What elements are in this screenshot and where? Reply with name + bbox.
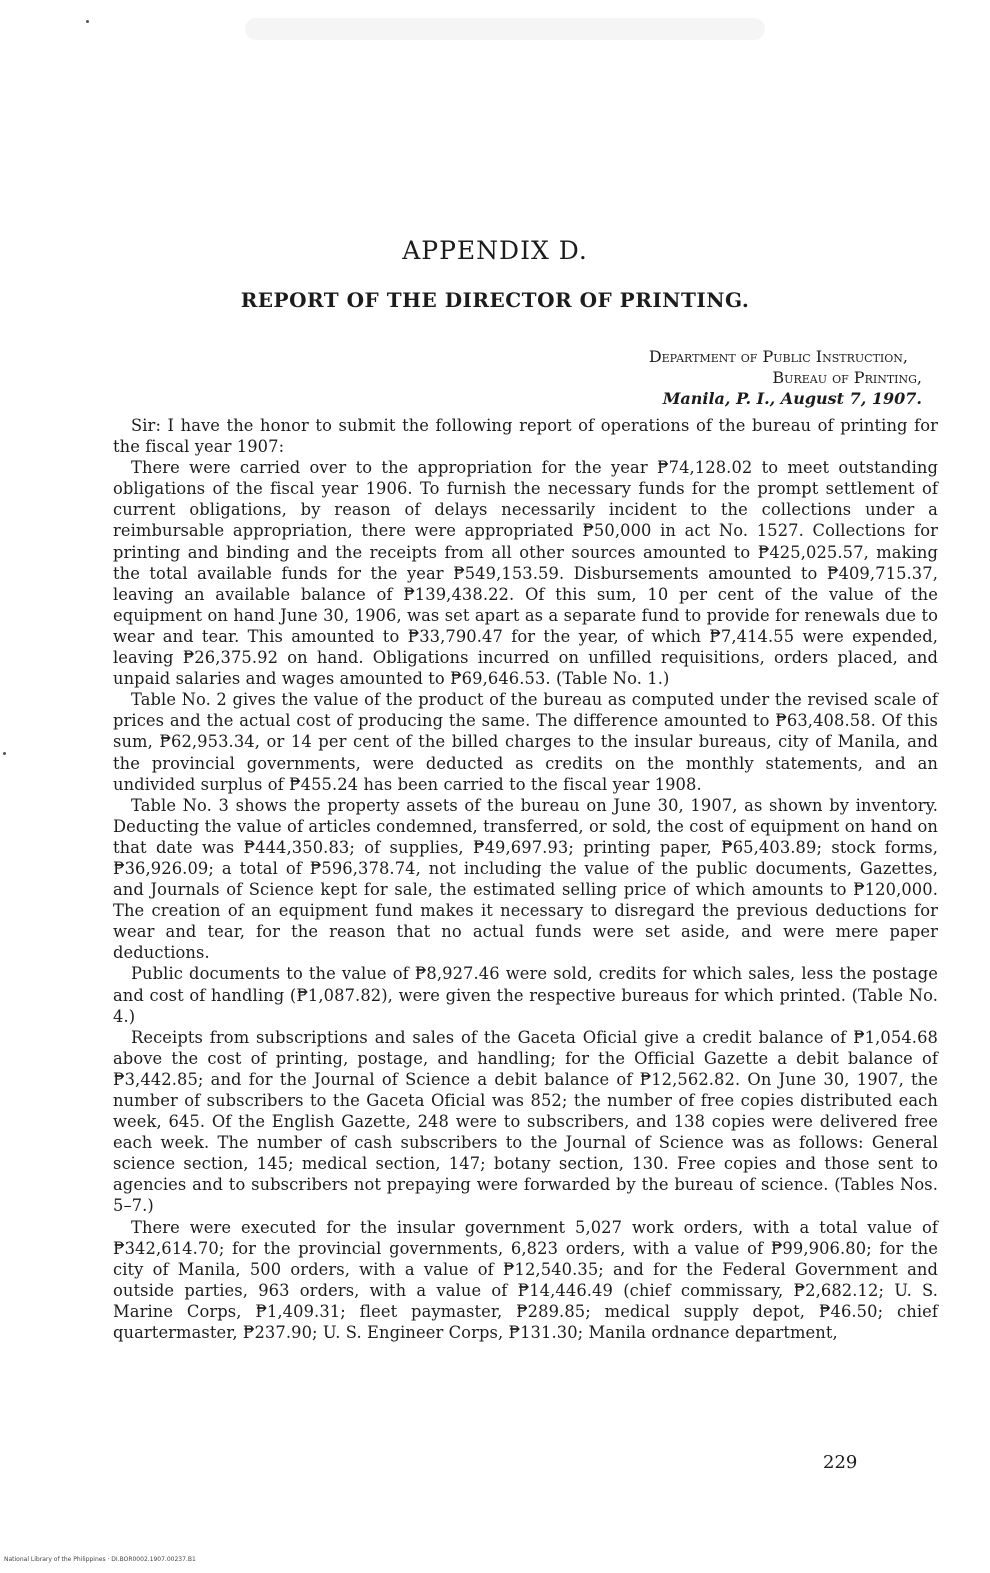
report-title: REPORT OF THE DIRECTOR OF PRINTING. [240,288,750,312]
report-body [113,415,938,1343]
letterhead-department: Department of Public Instruction, [648,347,908,366]
paragraph-product-value: Table No. 2 gives the value of the product of the bureau as computed under the revised scale of prices and the actual cost of producing the same. The difference amounted to ₱63,408.58. Of this sum, ₱62,953.34, or 14 per cent of the billed charges to the insular bureaus, city of Manila, and the provincial governments, were deducted as credits on the monthly statements, and an undivided surplus of ₱455.24 has been carried to the fiscal year 1908. [113,690,938,794]
scan-speck [86,20,89,23]
paragraph-subscriptions: Receipts from subscriptions and sales of the Gaceta Oficial give a credit balance of ₱1,054.68 above the cost of printing, postage, and handling; for the Official Gazette a debit balance of ₱3,442.85; and for the Journal of Science a debit balance of ₱12,562.82. On June 30, 1907, the number of subscribers to the Gaceta Oficial was 852; the number of free copies distributed each week, 645. Of the English Gazette, 248 were to subscribers, and 138 copies were delivered free each week. The number of cash subscribers to the Journal of Science was as follows: General science section, 145; medical section, 147; botany section, 130. Free copies and those sent to agencies and to subscribers not prepaying were forwarded by the bureau of science. (Tables Nos. 5–7.) [113,1027,938,1216]
paragraph-work-orders: There were executed for the insular government 5,027 work orders, with a total value of ₱342,614.70; for the provincial governments, 6,823 orders, with a value of ₱99,906.80; for the city of Manila, 500 orders, with a value of ₱12,540.35; and for the Federal Government and outside parties, 963 orders, with a value of ₱14,446.49 (chief commissary, ₱2,682.12; U. S. Marine Corps, ₱1,409.31; fleet paymaster, ₱289.85; medical supply depot, ₱46.50; chief quartermaster, ₱237.90; U. S. Engineer Corps, ₱131.30; Manila ordnance department, [113,1217,938,1343]
paragraph-salutation: Sir: I have the honor to submit the following report of operations of the bureau of printing for the fiscal year 1907: [113,416,938,457]
scan-speck [3,752,6,755]
page-number: 229 [823,1452,858,1473]
paragraph-property-assets: Table No. 3 shows the property assets of the bureau on June 30, 1907, as shown by inventory. Deducting the value of articles condemned, transferred, or sold, the cost of equipment on hand on that date was ₱444,350.83; of supplies, ₱49,697.93; printing paper, ₱65,403.89; stock forms, ₱36,926.09; a total of ₱596,378.74, not including the value of the public documents, Gazettes, and Journals of Science kept for sale, the estimated selling price of which amounts to ₱120,000. The creation of an equipment fund makes it necessary to disregard the previous deductions for wear and tear, for the reason that no actual funds were set aside, and were mere paper deductions. [113,795,938,963]
paragraph-funds: There were carried over to the appropriation for the year ₱74,128.02 to meet outstanding obligations of the fiscal year 1906. To furnish the necessary funds for the prompt settlement of current obligations, by reason of delays necessarily incident to the collections under a reimbursable appropriation, there were appropriated ₱50,000 in act No. 1527. Collections for printing and binding and the receipts from all other sources amounted to ₱425,025.57, making the total available funds for the year ₱549,153.59. Disbursements amounted to ₱409,715.37, leaving an available balance of ₱139,438.22. Of this sum, 10 per cent of the value of the equipment on hand June 30, 1906, was set apart as a separate fund to provide for renewals due to wear and tear. This amounted to ₱33,790.47 for the year, of which ₱7,414.55 were expended, leaving ₱26,375.92 on hand. Obligations incurred on unfilled requisitions, orders placed, and unpaid salaries and wages amounted to ₱69,646.53. (Table No. 1.) [113,458,938,689]
letterhead-bureau: Bureau of Printing, [772,368,922,387]
letterhead-place-date: Manila, P. I., August 7, 1907. [662,389,922,408]
paragraph-public-documents: Public documents to the value of ₱8,927.46 were sold, credits for which sales, less the postage and cost of handling (₱1,087.82), were given the respective bureaus for which printed. (Table No. 4.) [113,964,938,1026]
appendix-heading: APPENDIX D. [402,236,588,265]
scan-smudge [245,18,765,40]
scan-footer: National Library of the Philippines · DI.BOR0002.1907.00237.B1 [4,1556,196,1563]
